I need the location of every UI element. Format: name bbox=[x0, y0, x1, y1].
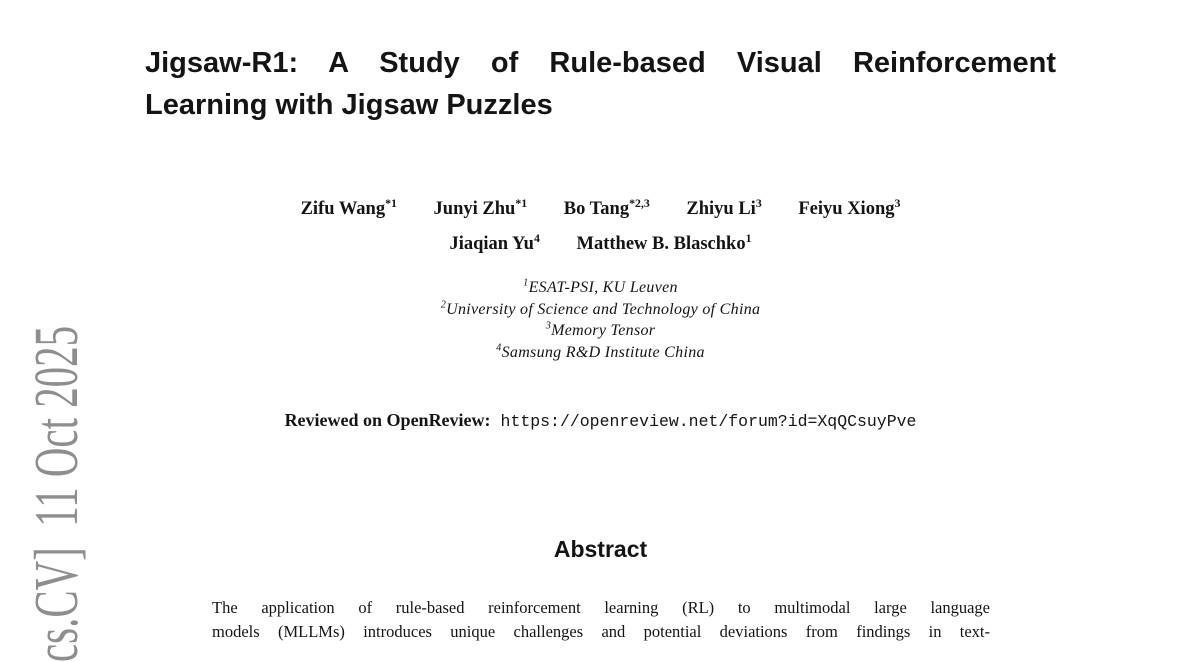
abstract-line1: The application of rule-based reinforcement learning (RL) to multimodal large language bbox=[212, 598, 990, 617]
author-name: Matthew B. Blaschko bbox=[576, 234, 746, 254]
author bbox=[577, 227, 752, 262]
affiliation-text: Samsung R&D Institute China bbox=[501, 343, 705, 361]
affiliation-marker: 2 bbox=[440, 299, 447, 311]
abstract-heading: Abstract bbox=[553, 536, 648, 562]
author-name: Bo Tang bbox=[563, 199, 630, 219]
author-affiliation-marker: 3 bbox=[894, 195, 901, 210]
affiliation-marker: 1 bbox=[523, 277, 529, 289]
author-affiliation-marker: 3 bbox=[755, 195, 762, 210]
author-name: Zifu Wang bbox=[300, 199, 386, 219]
author bbox=[798, 192, 900, 227]
openreview-url-link[interactable]: https://openreview.net/forum?id=XqQCsuyPve bbox=[500, 412, 917, 431]
author-affiliation-marker: 4 bbox=[533, 230, 540, 245]
openreview-label: Reviewed on OpenReview: bbox=[284, 410, 491, 430]
affiliation-text: Memory Tensor bbox=[551, 322, 656, 339]
affiliation bbox=[145, 277, 1056, 299]
affiliation-marker: 4 bbox=[496, 342, 502, 354]
affiliation-list bbox=[145, 277, 1056, 363]
abstract-line2: models (MLLMs) introduces unique challenges and potential deviations from findings in text- bbox=[212, 622, 990, 641]
author-affiliation-marker: *2,3 bbox=[629, 195, 650, 210]
author bbox=[686, 192, 761, 227]
author-affiliation-marker: 1 bbox=[745, 230, 752, 245]
author-name: Zhiyu Li bbox=[686, 199, 756, 219]
author bbox=[449, 227, 539, 262]
abstract-text bbox=[212, 596, 990, 644]
paper-content bbox=[145, 0, 1056, 648]
paper-title-line2: Learning with Jigsaw Puzzles bbox=[145, 89, 553, 121]
author-affiliation-marker: *1 bbox=[515, 195, 528, 210]
author bbox=[301, 192, 397, 227]
affiliation-text: University of Science and Technology of China bbox=[446, 300, 761, 318]
author-affiliation-marker: *1 bbox=[385, 195, 397, 210]
author-row-1 bbox=[145, 192, 1056, 227]
affiliation-marker: 3 bbox=[545, 320, 552, 332]
affiliation-text: ESAT-PSI, KU Leuven bbox=[528, 279, 678, 296]
arxiv-stamp: cs.CV] 11 Oct 2025 bbox=[23, 325, 91, 662]
author bbox=[434, 192, 528, 227]
affiliation bbox=[145, 299, 1056, 321]
affiliation bbox=[145, 342, 1056, 364]
affiliation bbox=[145, 320, 1056, 342]
paper-title-line1: Jigsaw-R1: A Study of Rule-based Visual Reinforcement bbox=[145, 47, 1056, 79]
paper-title bbox=[145, 42, 1056, 126]
author bbox=[564, 192, 650, 227]
author-name: Junyi Zhu bbox=[433, 199, 516, 219]
author-name: Jiaqian Yu bbox=[449, 234, 534, 254]
author-list bbox=[145, 192, 1056, 262]
author-name: Feiyu Xiong bbox=[798, 199, 895, 219]
author-row-2 bbox=[145, 227, 1056, 262]
openreview-line bbox=[145, 410, 1056, 431]
